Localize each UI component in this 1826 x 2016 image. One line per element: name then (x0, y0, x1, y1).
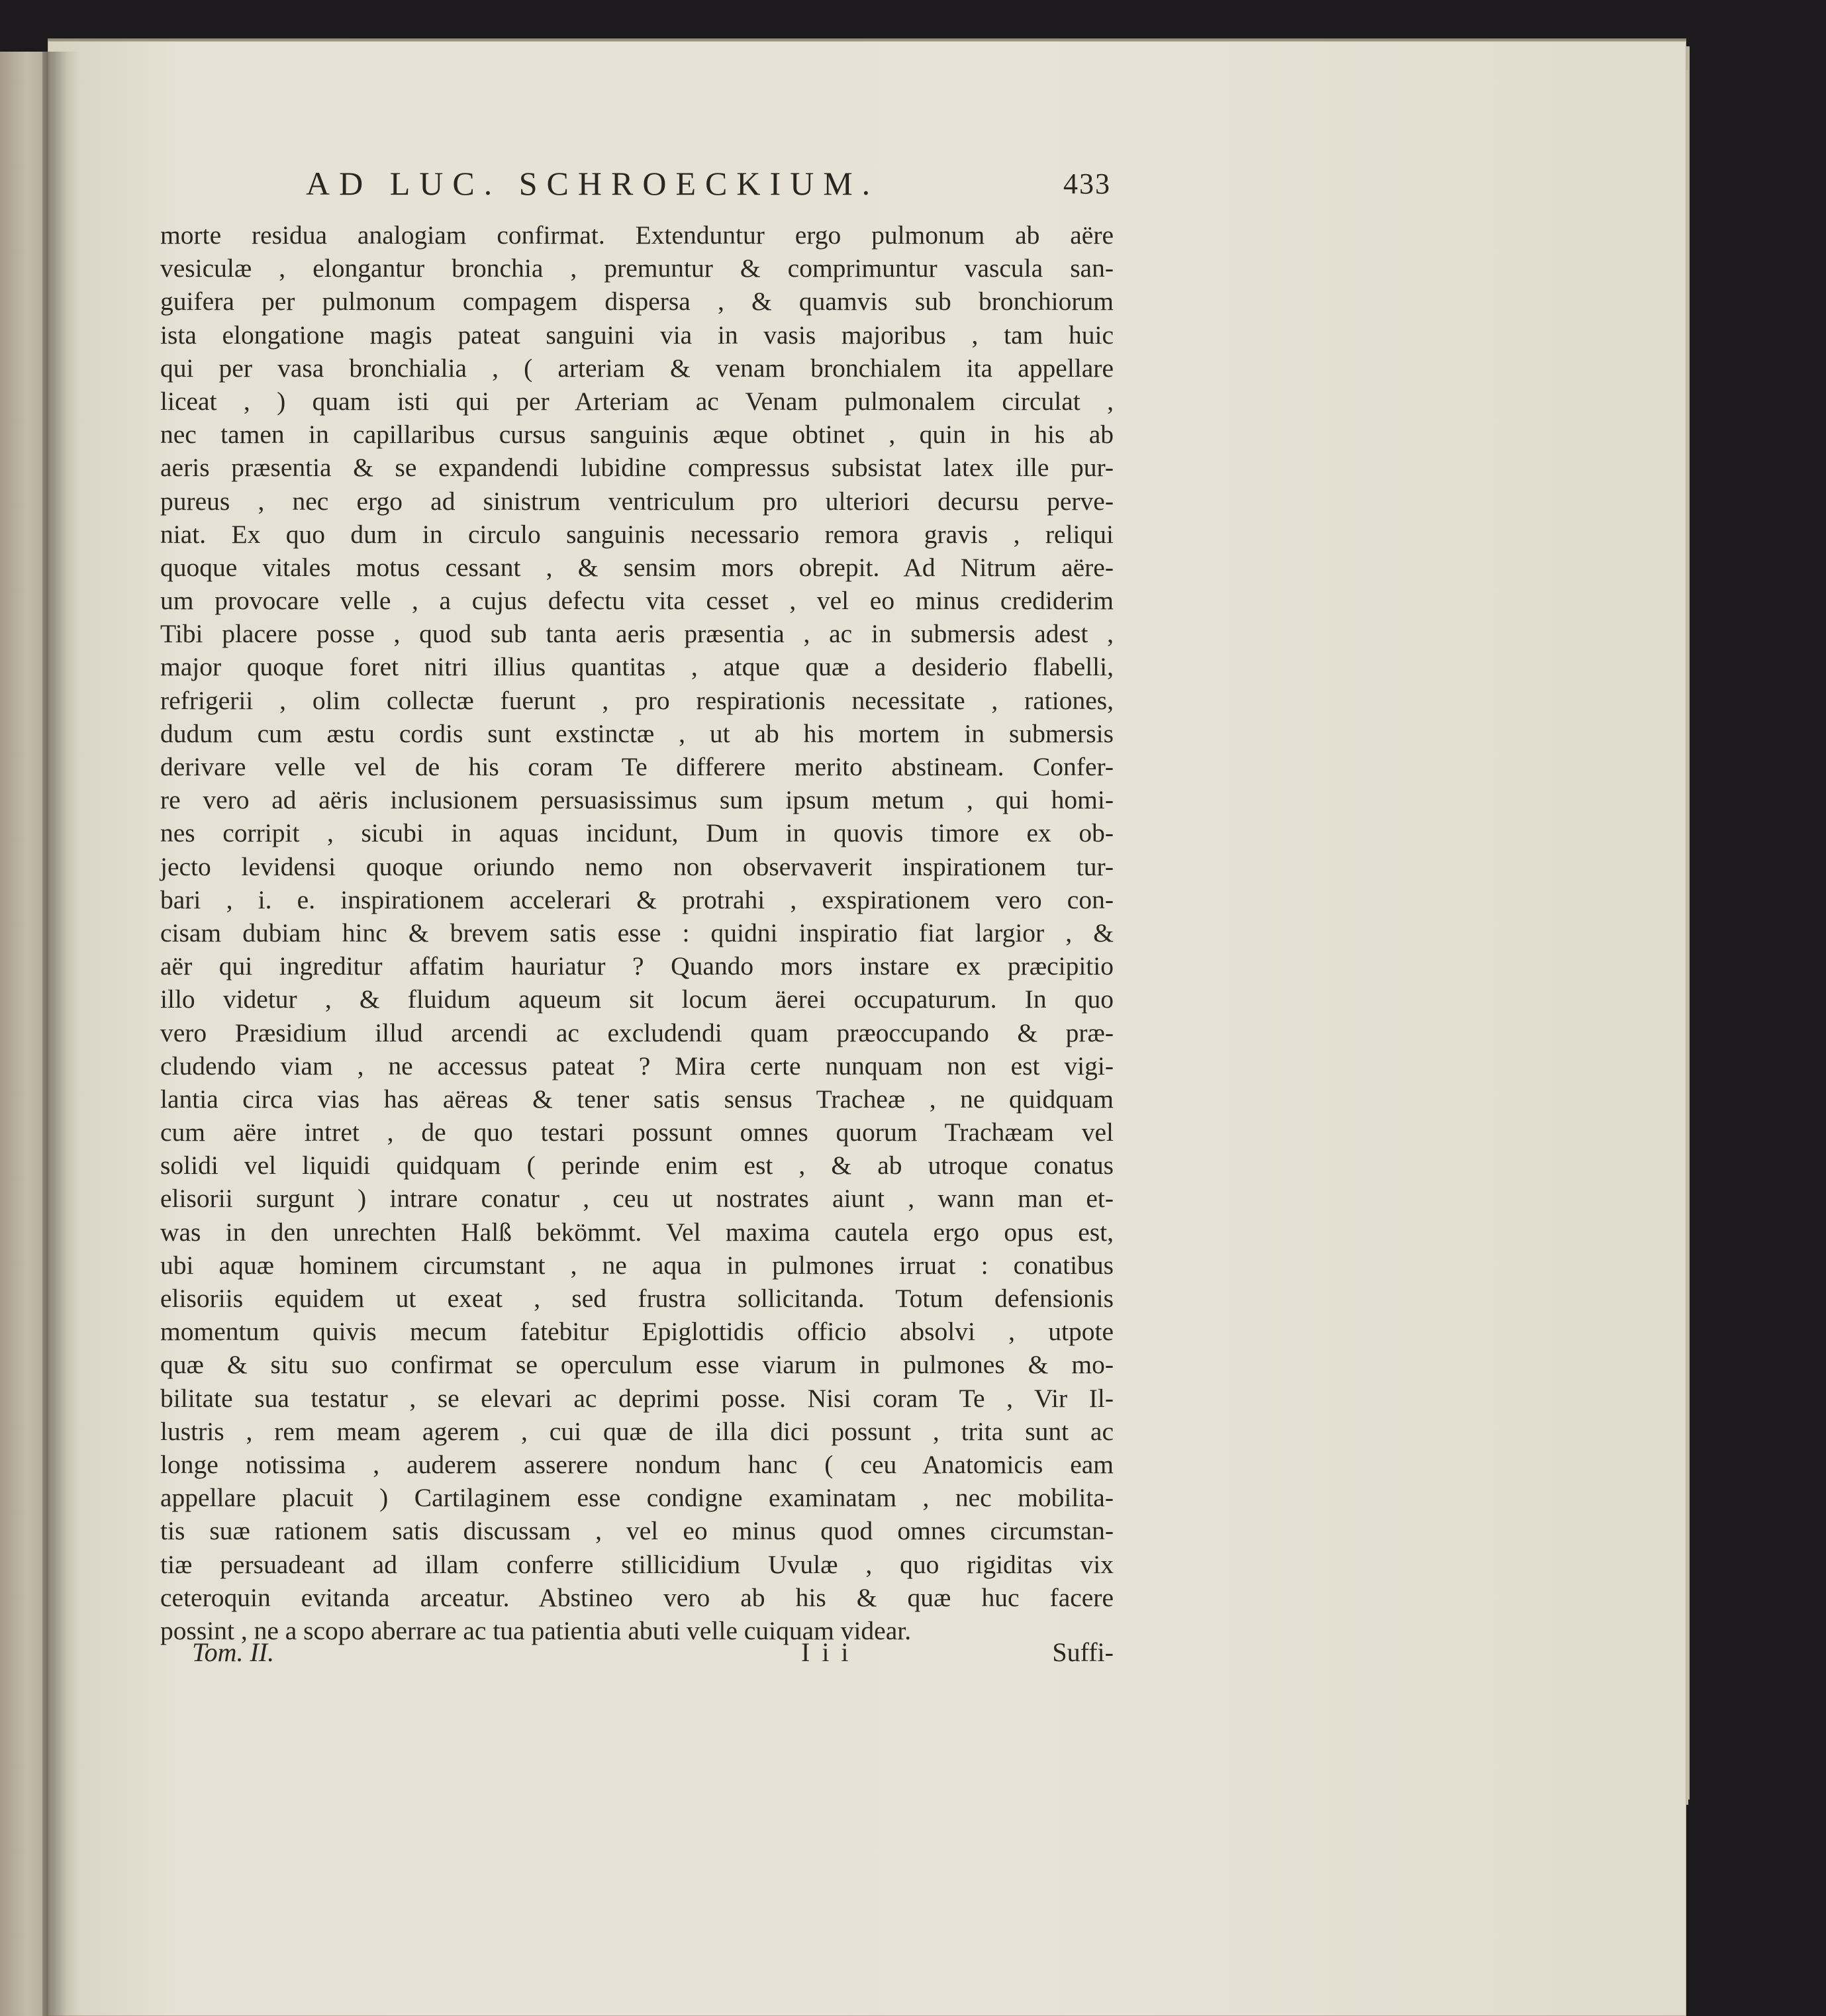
text-line: lantia circa vias has aëreas & tener satis sensus Tracheæ , ne quidquam (160, 1084, 1114, 1114)
text-line: nec tamen in capillaribus cursus sanguinis æque obtinet , quin in his ab (160, 420, 1114, 450)
text-line: tiæ persuadeant ad illam conferre stillicidium Uvulæ , quo rigiditas vix (160, 1549, 1114, 1579)
tome-label: Tom. II. (192, 1637, 275, 1667)
text-line: cisam dubiam hinc & brevem satis esse : quidni inspiratio fiat largior , & (160, 918, 1114, 947)
text-line: elisorii surgunt ) intrare conatur , ceu ut nostrates aiunt , wann man et- (160, 1184, 1114, 1214)
text-line: bari , i. e. inspirationem accelerari & protrahi , exspirationem vero con- (160, 885, 1114, 914)
text-line: cum aëre intret , de quo testari possunt omnes quorum Trachæam vel (160, 1118, 1114, 1147)
text-line: vero Præsidium illud arcendi ac excludendi quam præoccupando & præ- (160, 1018, 1114, 1047)
text-line: ubi aquæ hominem circumstant , ne aqua in pulmones irruat : conatibus (160, 1250, 1114, 1280)
text-line: possint , ne a scopo aberrare ac tua patientia abuti velle cuiquam videar. (160, 1615, 912, 1645)
text-line: appellare placuit ) Cartilaginem esse condigne examinatam , nec mobilita- (160, 1483, 1114, 1513)
text-line: um provocare velle , a cujus defectu vita cesset , vel eo minus crediderim (160, 586, 1114, 616)
signature-mark: Iii (801, 1637, 861, 1667)
text-line: re vero ad aëris inclusionem persuasissimus sum ipsum metum , qui homi- (160, 785, 1114, 815)
text-line: aër qui ingreditur affatim hauriatur ? Quando mors instare ex præcipitio (160, 951, 1114, 981)
text-line: momentum quivis mecum fatebitur Epiglottidis officio absolvi , utpote (160, 1317, 1114, 1347)
running-head (306, 164, 1114, 211)
text-line: cludendo viam , ne accessus pateat ? Mira certe nunquam non est vigi- (160, 1051, 1114, 1080)
text-line: quæ & situ suo confirmat se operculum esse viarum in pulmones & mo- (160, 1350, 1114, 1380)
text-line: bilitate sua testatur , se elevari ac deprimi posse. Nisi coram Te , Vir Il- (160, 1383, 1114, 1413)
text-line: dudum cum æstu cordis sunt exstinctæ , ut ab his mortem in submersis (160, 718, 1114, 748)
text-line: was in den unrechten Halß bekömmt. Vel maxima cautela ergo opus est, (160, 1217, 1114, 1247)
text-line: tis suæ rationem satis discussam , vel eo minus quod omnes circumstan- (160, 1516, 1114, 1546)
text-line: lustris , rem meam agerem , cui quæ de illa dici possunt , trita sunt ac (160, 1416, 1114, 1446)
text-line: nes corripit , sicubi in aquas incidunt, Dum in quovis timore ex ob- (160, 818, 1114, 848)
page-number: 433 (1063, 168, 1111, 200)
text-line: guifera per pulmonum compagem dispersa , & quamvis sub bronchiorum (160, 287, 1114, 316)
text-line: ceteroquin evitanda arceatur. Abstineo vero ab his & quæ huc facere (160, 1582, 1114, 1612)
text-line: refrigerii , olim collectæ fuerunt , pro respirationis necessitate , rationes, (160, 685, 1114, 715)
text-line: solidi vel liquidi quidquam ( perinde enim est , & ab utroque conatus (160, 1151, 1114, 1180)
signature-line (192, 1637, 1114, 1670)
text-line: major quoque foret nitri illius quantitas , atque quæ a desiderio flabelli, (160, 652, 1114, 682)
catchword: Suffi- (1052, 1637, 1114, 1667)
text-line: morte residua analogiam confirmat. Extenduntur ergo pulmonum ab aëre (160, 220, 1114, 250)
text-line: Tibi placere posse , quod sub tanta aeris præsentia , ac in submersis adest , (160, 619, 1114, 649)
gutter-shadow (48, 52, 81, 2016)
text-line: jecto levidensi quoque oriundo nemo non observaverit inspirationem tur- (160, 851, 1114, 881)
text-line: quoque vitales motus cessant , & sensim mors obrepit. Ad Nitrum aëre- (160, 552, 1114, 582)
text-line: vesiculæ , elongantur bronchia , premuntur & comprimuntur vascula san- (160, 254, 1114, 283)
body-text (160, 218, 1114, 1647)
text-line: aeris præsentia & se expandendi lubidine compressus subsistat latex ille pur- (160, 453, 1114, 483)
text-line: derivare velle vel de his coram Te differere merito abstineam. Confer- (160, 752, 1114, 781)
text-line: liceat , ) quam isti qui per Arteriam ac Venam pulmonalem circulat , (160, 386, 1114, 416)
text-line: pureus , nec ergo ad sinistrum ventriculum pro ulteriori decursu perve- (160, 486, 1114, 516)
text-line: ista elongatione magis pateat sanguini via in vasis majoribus , tam huic (160, 320, 1114, 350)
text-line: elisoriis equidem ut exeat , sed frustra sollicitanda. Totum defensionis (160, 1284, 1114, 1313)
text-line: qui per vasa bronchialia , ( arteriam & venam bronchialem ita appellare (160, 353, 1114, 383)
text-line: illo videtur , & fluidum aqueum sit locum äerei occupaturum. In quo (160, 984, 1114, 1014)
running-head-title: AD LUC. SCHROECKIUM. (306, 165, 880, 202)
text-line: niat. Ex quo dum in circulo sanguinis necessario remora gravis , reliqui (160, 519, 1114, 549)
text-line: longe notissima , auderem asserere nondum hanc ( ceu Anatomicis eam (160, 1449, 1114, 1479)
